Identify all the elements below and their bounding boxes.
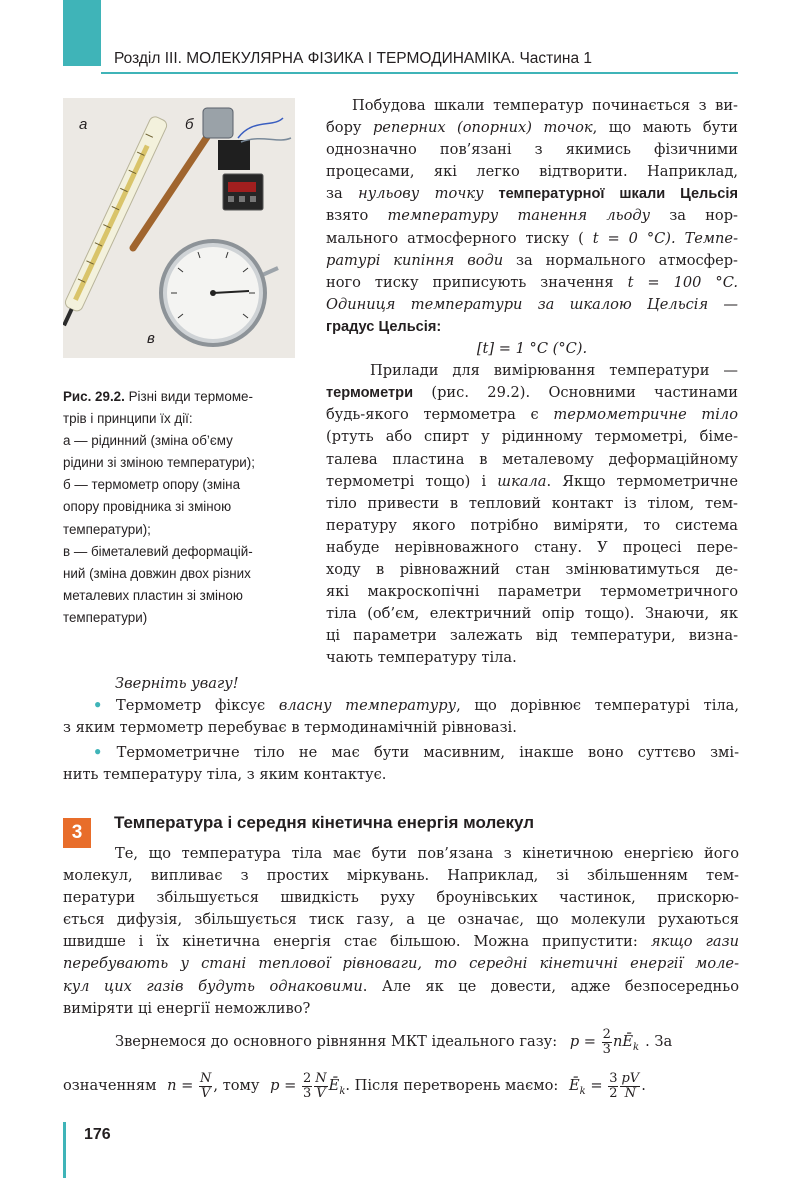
text-line: мального атмосферного тиску ( t = 0 °C). Темпе- — [326, 229, 738, 247]
page-number: 176 — [84, 1126, 111, 1143]
text-line: ці параметри залежать від температури, визна- — [326, 627, 738, 645]
fraction-two-thirds: $\frac{2}{3}$ — [602, 1026, 611, 1057]
bimetallic-thermometer — [161, 241, 278, 345]
text-line: Прилади для вимірювання температури — — [370, 362, 738, 380]
text-line: ратурі кипіння води за нормального атмосфер- — [326, 251, 738, 269]
text-line: які макроскопічні параметри термометричного — [326, 583, 738, 601]
text-line: термометри (рис. 29.2). Основними частинами — [326, 384, 738, 402]
figure-label-v: в — [147, 330, 155, 347]
text-line: бору реперних (опорних) точок, що мають бути — [326, 119, 738, 137]
text-line: ється дифузія, збільшується тиск газу, а це означає, що молекули рухаються — [63, 911, 739, 929]
running-header: Розділ III. МОЛЕКУЛЯРНА ФІЗИКА І ТЕРМОДИНАМІКА. Частина 1 — [114, 50, 593, 67]
section-body — [63, 843, 739, 1020]
text-line: виміряти ці енергії неможливо? — [63, 999, 311, 1017]
text-line: ператури збільшується швидкість руху броунівських частинок, прискорю- — [63, 889, 739, 907]
caption-title: Рис. 29.2. — [63, 389, 125, 404]
text-line: градус Цельсія: — [326, 318, 442, 335]
text-line: кул цих газів будуть однаковими. Але як це довести, адже безпосередньо — [63, 977, 739, 995]
caption-line: трів і принципи їх дії: — [63, 411, 193, 427]
header-rule — [101, 72, 738, 74]
note-bullet-1: • Термометр фіксує власну температуру, що дорівнює температурі тіла, — [93, 697, 739, 715]
footer-accent-bar — [63, 1122, 66, 1178]
text-line: ходу в рівноважний стан змінюватимуться де- — [326, 560, 738, 578]
text-line: (ртуть або спирт у рідинному термометрі, біме- — [326, 428, 738, 446]
attention-note — [63, 673, 739, 786]
formula-line-2: означенням n = $\frac{N}{V}$ , тому p = $\frac{2}{3}$ $\frac{N}{V}$ $Ē_k$. Після перетворень маємо: $Ē_k$ = $\frac{3}{2}$ $\frac{pV}{N}$ . — [63, 1070, 646, 1101]
text-line: ного тиску приписують значення t = 100 °C. — [326, 273, 738, 291]
text-line: взято температуру танення льоду за нор- — [326, 207, 738, 225]
text-line: перебувають у стані теплової рівноваги, то середні кінетичні енергії моле- — [63, 955, 739, 973]
note-title: Зверніть увагу! — [115, 675, 239, 692]
text-line: набуде нерівноважного стану. У процесі пере- — [326, 538, 738, 556]
section-title: Температура і середня кінетична енергія молекул — [114, 813, 535, 832]
caption-line: б — термометр опору (зміна — [63, 477, 241, 493]
figure-label-b: б — [185, 116, 194, 133]
text-line: талева пластина в металевому деформаційному — [326, 450, 738, 468]
caption-line: температури) — [63, 609, 148, 625]
thermometers-illustration — [63, 98, 295, 358]
figure-label-a: а — [79, 116, 88, 133]
text-line: процесами, які легко відтворити. Наприклад, — [326, 163, 738, 181]
header-accent-bar — [63, 0, 101, 66]
text-line: пературу якого потрібно виміряти, то система — [326, 516, 738, 534]
caption-line: металевих пластин зі зміною — [63, 587, 243, 603]
text-line: з яким термометр перебуває в термодинамічній рівновазі. — [63, 719, 517, 737]
text-line: молекул, випливає з простих міркувань. Наприклад, зі збільшенням тем- — [63, 867, 739, 885]
caption-line: а — рідинний (зміна об’єму — [63, 433, 233, 449]
text-line: тіла (об’єм, електричний опір тощо). Знаючи, як — [326, 605, 738, 623]
note-bullet-2: • Термометричне тіло не має бути масивним, інакше воно суттєво змі- — [93, 744, 739, 762]
text-line: нить температуру тіла, з яким контактує. — [63, 766, 387, 784]
unit-formula: [t] = 1 °C (°C). — [476, 340, 588, 358]
text-line: будь-якого термометра є термометричне тіло — [326, 406, 738, 424]
text-line: Одиниця температури за шкалою Цельсія — — [326, 295, 738, 313]
figure-caption — [63, 386, 303, 629]
caption-line: Різні види термоме- — [124, 389, 253, 404]
caption-line: опору провідника зі зміною — [63, 499, 232, 515]
thermometers-figure — [63, 98, 295, 358]
text-line: тіло привести в тепловий контакт із тілом, тем- — [326, 494, 738, 512]
section-number-badge: 3 — [63, 818, 91, 848]
formula-line-1: Звернемося до основного рівняння МКТ ідеального газу: p = $\frac{2}{3}$ $nĒ_k$ . За — [115, 1026, 673, 1057]
text-line: за нульову точку температурної шкали Цельсія — [326, 185, 738, 203]
caption-line: в — біметалевий деформацій- — [63, 543, 253, 559]
caption-line: ний (зміна довжин двох різних — [63, 565, 251, 581]
fraction-n-over-v: $\frac{N}{V}$ — [200, 1070, 212, 1101]
text-line: однозначно пов’язані з якимись фізичними — [326, 141, 738, 159]
text-line: чають температуру тіла. — [326, 649, 517, 667]
text-line: Те, що температура тіла має бути пов’язана з кінетичною енергією його — [115, 845, 739, 862]
text-line: Побудова шкали температур починається з ви- — [352, 97, 738, 114]
caption-line: температури); — [63, 521, 151, 537]
text-line: швидше і їх кінетична енергія стає більшою. Можна припустити: якщо гази — [63, 933, 739, 951]
caption-line: рідини зі зміною температури); — [63, 455, 255, 471]
right-column-text — [326, 95, 738, 669]
text-line: термометрі тощо) і шкала. Якщо термометричне — [326, 472, 738, 490]
